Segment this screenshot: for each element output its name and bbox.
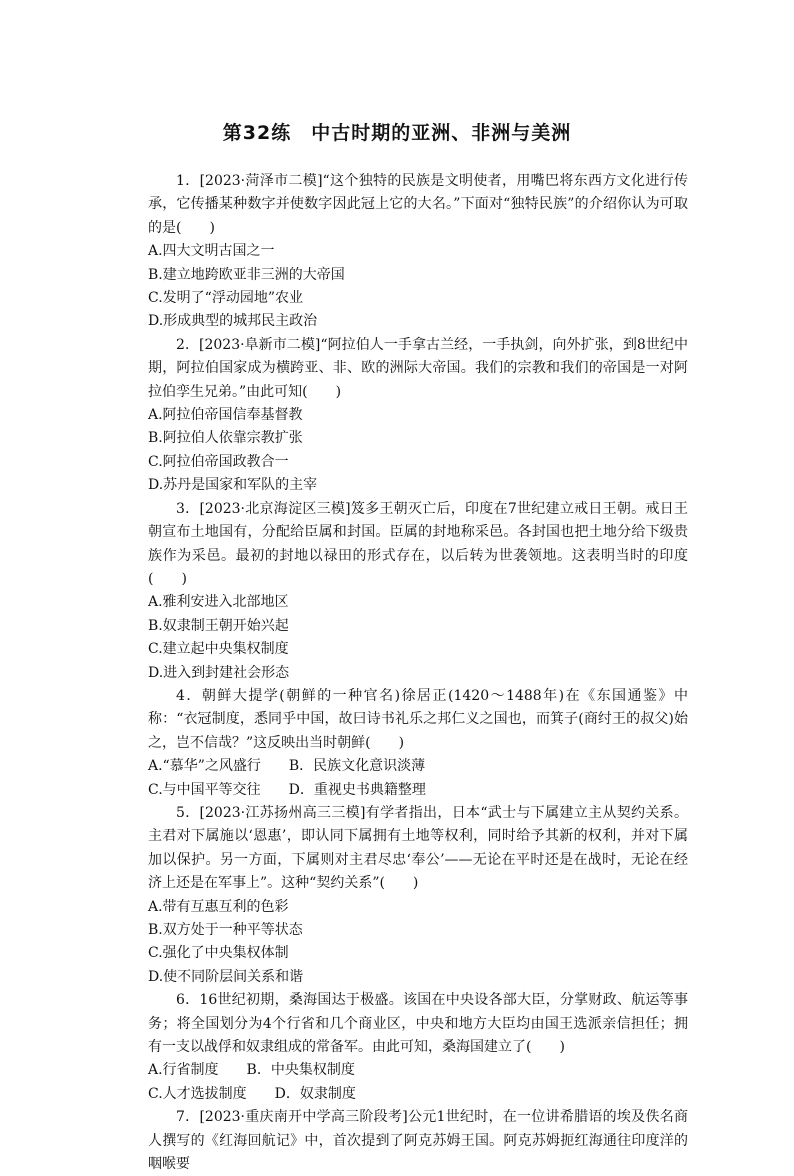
option-d: D.进入到封建社会形态 [148,664,290,681]
option-d: D.形成典型的城邦民主政治 [148,313,318,330]
question-stem: 1．[2023·菏泽市二模]“这个独特的民族是文明使者，用嘴巴将东西方文化进行传承，它传播某种数字并使数字因此冠上它的大名。”下面对“独特民族”的介绍你认为可取的是( ) [148,173,688,236]
question-stem: 4．朝鲜大提学(朝鲜的一种官名)徐居正(1420～1488年)在《东国通鉴》中称：“衣冠制度，悉同乎中国，故曰诗书礼乐之邦仁义之国也，而箕子(商纣王的叔父)始之，岂不信哉？”这反映出当时朝鲜( ) [148,687,688,751]
question-4 [148,685,688,802]
option-b: B.建立地跨欧亚非三洲的大帝国 [148,266,345,283]
question-stem: 5．[2023·江苏扬州高三三模]有学者指出，日本“武士与下属建立主从契约关系。主君对下属施以‘恩惠’，即认同下属拥有土地等权利，同时给予其新的权利，并对下属加以保护。另一方面，下属则对主君尽忠‘奉公’——无论在平时还是在战时，无论在经济上还是在军事上”。这种“契约关系”( ) [148,804,688,892]
option-a: A.四大文明古国之一 [148,243,275,260]
question-3 [148,498,688,685]
option-c: C.发明了“浮动园地”农业 [148,290,303,307]
option-b: B.双方处于一种平等状态 [148,922,303,938]
question-stem: 3．[2023·北京海淀区三模]笈多王朝灭亡后，印度在7世纪建立戒日王朝。戒日王朝宣布土地国有，分配给臣属和封国。臣属的封地称采邑。各封国也把土地分给下级贵族作为采邑。最初的封地以禄田的形式存在，以后转为世袭领地。这表明当时的印度( ) [148,500,688,587]
option-d: D.使不同阶层间关系和谐 [148,968,304,985]
option-row-cd: C.人才选拔制度 D．奴隶制度 [148,1085,356,1102]
option-a: A.阿拉伯帝国信奉基督教 [148,407,303,424]
option-d: D.苏丹是国家和军队的主宰 [148,477,318,494]
option-row-ab: A.“慕华”之风盛行 B．民族文化意识淡薄 [148,758,426,775]
question-5 [148,802,688,989]
page-title: 第32练 中古时期的亚洲、非洲与美洲 [222,122,572,144]
option-row-ab: A.行省制度 B．中央集权制度 [148,1062,355,1079]
question-stem: 2．[2023·阜新市二模]“阿拉伯人一手拿古兰经，一手执剑，向外扩张，到8世纪中期，阿拉伯国家成为横跨亚、非、欧的洲际大帝国。我们的宗教和我们的帝国是一对阿拉伯孪生兄弟。”由此可知( ) [148,336,688,400]
question-2 [148,334,688,498]
question-7 [148,1106,688,1176]
option-c: C.阿拉伯帝国政教合一 [148,453,289,470]
option-a: A.雅利安进入北部地区 [148,594,289,611]
question-list [148,170,688,1176]
option-c: C.建立起中央集权制度 [148,641,289,658]
question-stem: 6．16世纪初期，桑海国达于极盛。该国在中央设各部大臣，分掌财政、航运等事务；将全国划分为4个行省和几个商业区，中央和地方大臣均由国王选派亲信担任；拥有一支以战俘和奴隶组成的常备军。由此可知，桑海国建立了( ) [148,992,688,1056]
option-row-cd: C.与中国平等交往 D．重视史书典籍整理 [148,781,426,798]
option-c: C.强化了中央集权体制 [148,945,289,962]
option-a: A.带有互惠互利的色彩 [148,898,289,915]
option-b: B.阿拉伯人依靠宗教扩张 [148,430,303,447]
question-stem: 7．[2023·重庆南开中学高三阶段考]公元1世纪时，在一位讲希腊语的埃及佚名商人撰写的《红海回航记》中，首次提到了阿克苏姆王国。阿克苏姆扼红海通往印度洋的咽喉要 [148,1109,688,1173]
option-b: B.奴隶制王朝开始兴起 [148,617,289,634]
question-6 [148,989,688,1106]
question-1 [148,170,688,334]
